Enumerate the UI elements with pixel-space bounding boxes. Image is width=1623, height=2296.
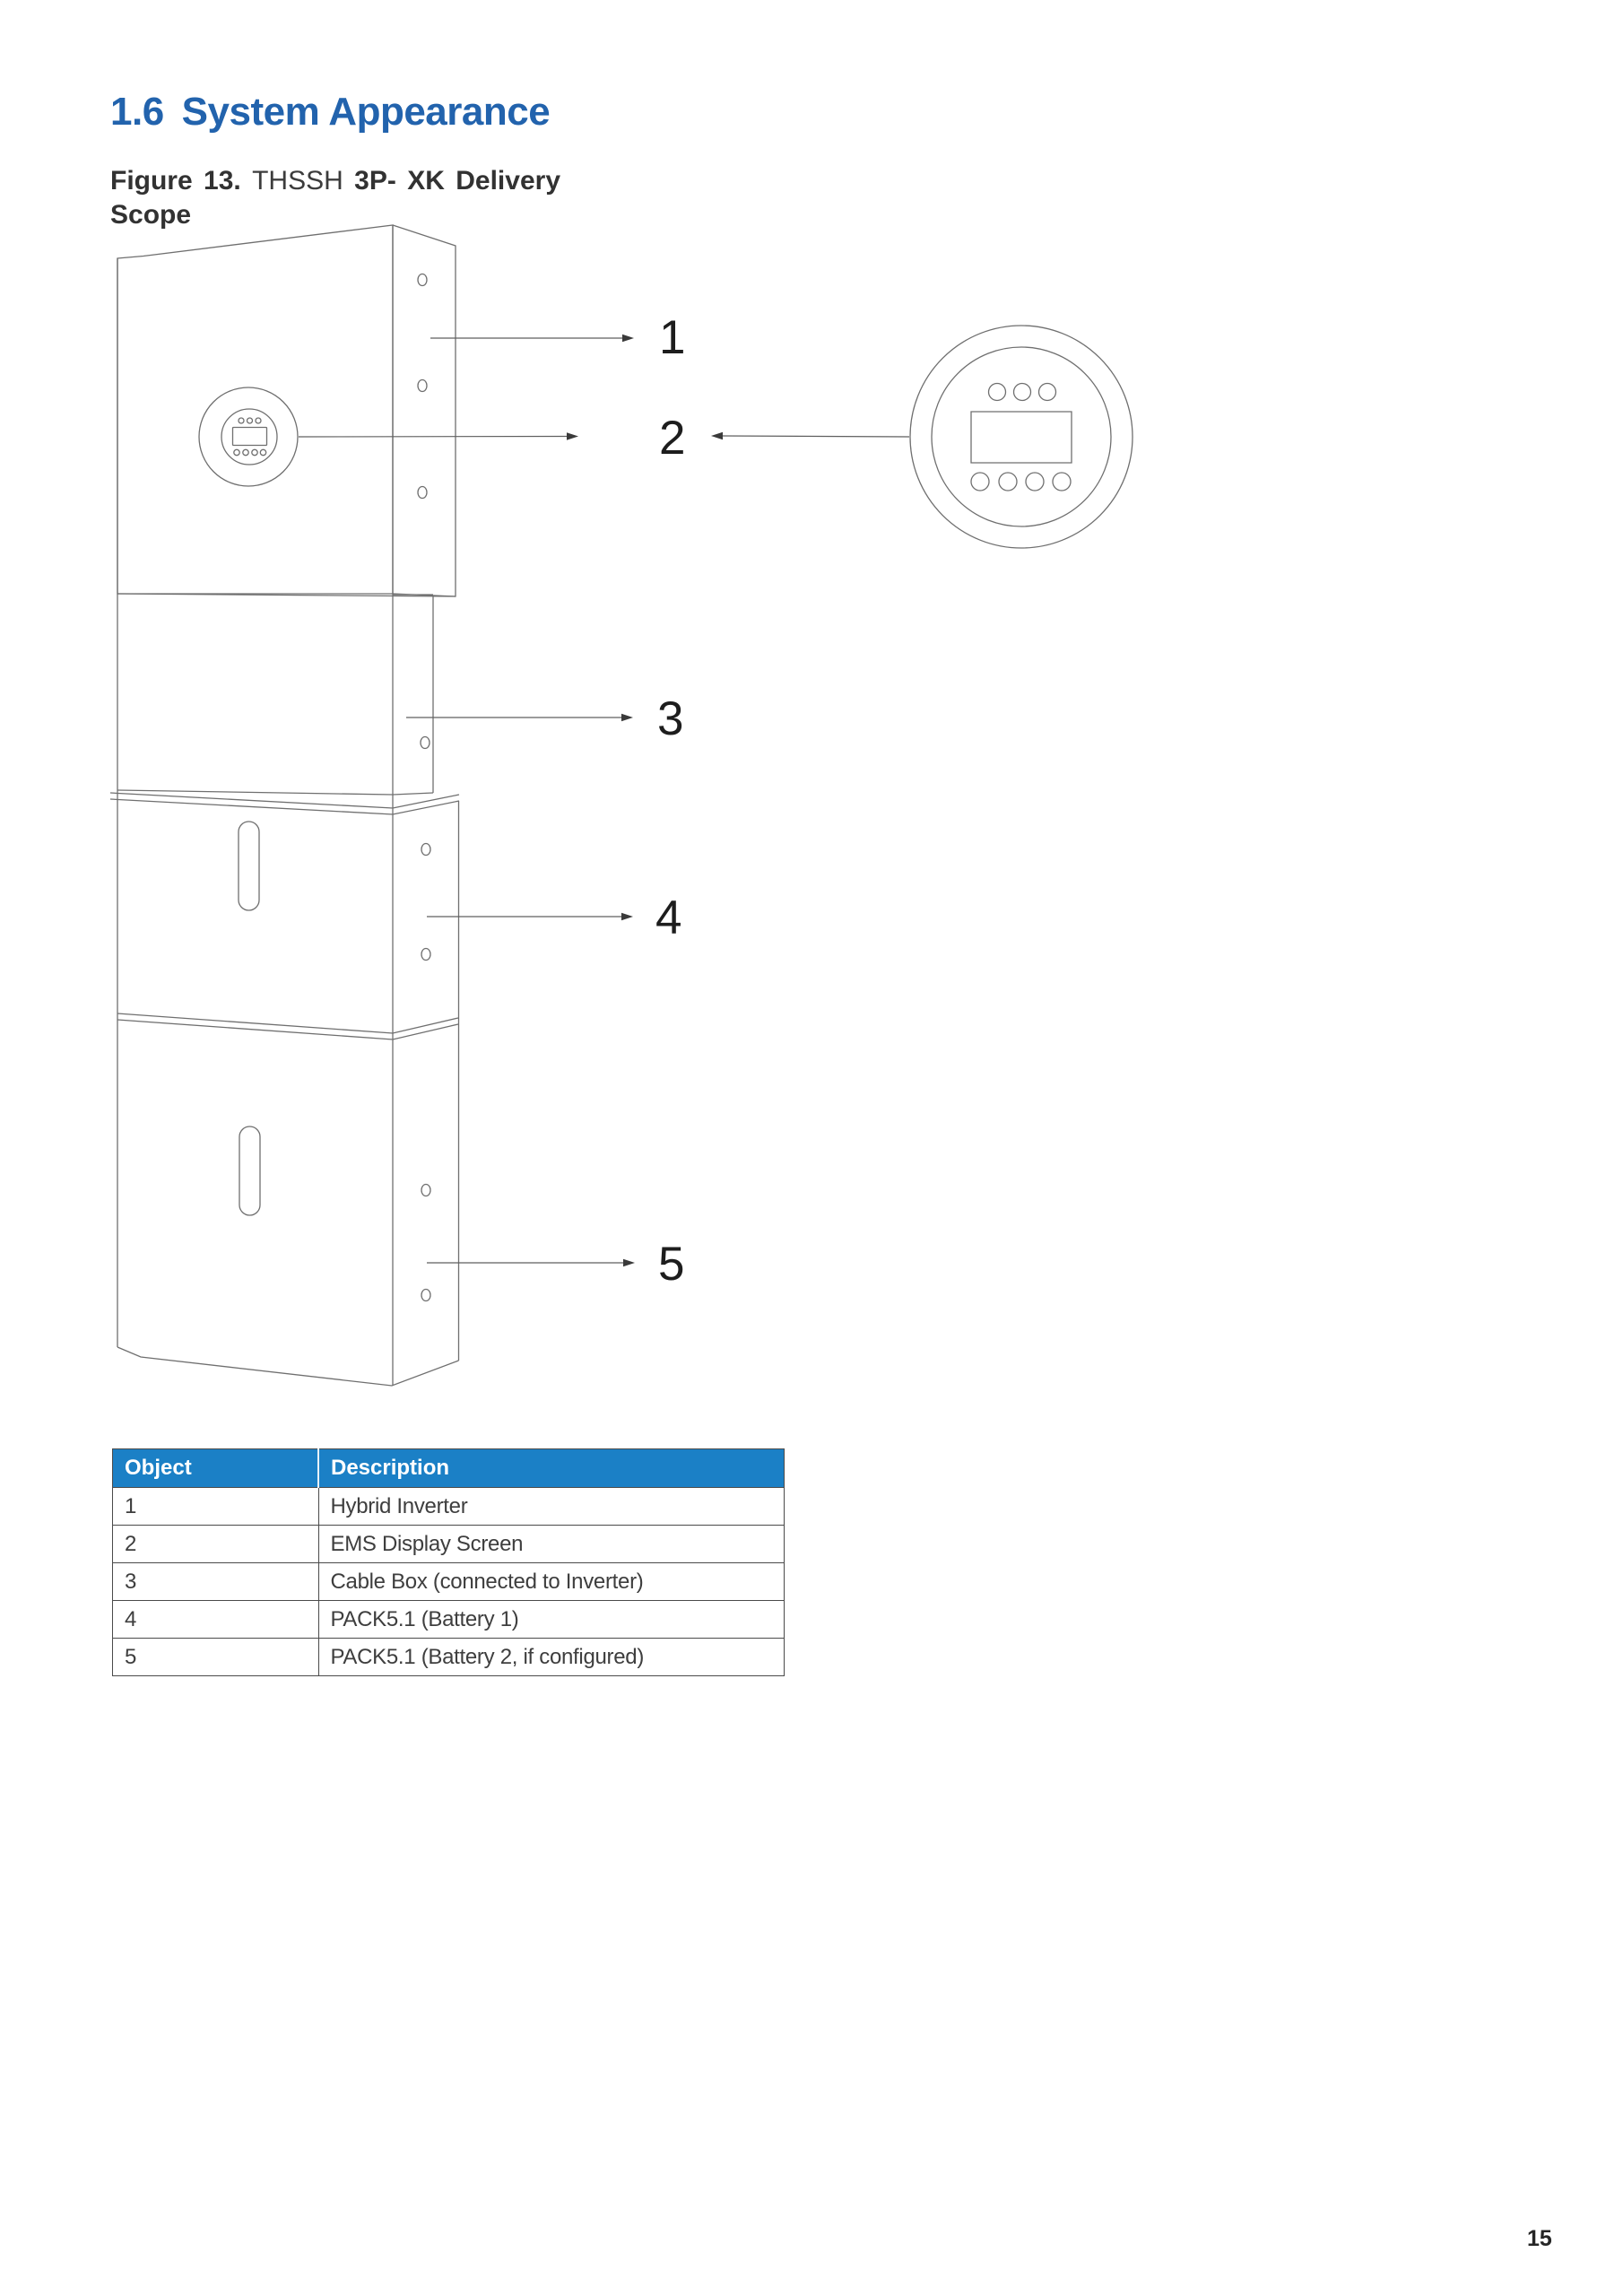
caption-word: Delivery	[456, 166, 560, 196]
caption-word: 13.	[204, 166, 241, 196]
section-title: System Appearance	[181, 90, 551, 134]
section-number: 1.6	[110, 90, 164, 134]
description-cell: PACK5.1 (Battery 2, if configured)	[318, 1639, 785, 1676]
indicator-dot	[989, 384, 1006, 401]
arrowhead-icon	[621, 714, 633, 721]
object-cell: 4	[113, 1601, 319, 1639]
handle-slot	[239, 822, 259, 910]
arrowhead-icon	[711, 432, 723, 439]
handle-slot	[239, 1126, 260, 1215]
callout-arrows	[299, 335, 909, 1266]
table-row	[113, 1601, 785, 1639]
object-cell: 5	[113, 1639, 319, 1676]
callout-number-1: 1	[659, 311, 686, 364]
hybrid-inverter-outline	[117, 225, 456, 596]
cable-box-outline	[117, 595, 433, 795]
screw-icon	[418, 274, 427, 286]
object-description-table	[112, 1448, 785, 1676]
object-cell: 2	[113, 1526, 319, 1563]
ems-display-detail	[910, 326, 1133, 548]
screw-icon	[421, 737, 430, 749]
button-dot	[1053, 473, 1071, 491]
table-row	[113, 1526, 785, 1563]
description-cell: EMS Display Screen	[318, 1526, 785, 1563]
screw-icon	[421, 1290, 430, 1301]
arrowhead-icon	[567, 432, 578, 439]
screw-icon	[421, 844, 430, 856]
button-dot	[234, 449, 239, 455]
callout-number-3: 3	[657, 692, 684, 745]
indicator-dot	[239, 418, 244, 423]
table-row	[113, 1639, 785, 1676]
table-row	[113, 1488, 785, 1526]
callout-number-4: 4	[655, 891, 682, 944]
screw-icon	[421, 1185, 430, 1196]
description-cell: PACK5.1 (Battery 1)	[318, 1601, 785, 1639]
button-dot	[999, 473, 1017, 491]
page-number: 15	[1527, 2226, 1552, 2251]
screw-icon	[418, 487, 427, 499]
ems-display-screen	[199, 387, 298, 486]
button-dot	[971, 473, 989, 491]
indicator-dot	[247, 418, 253, 423]
arrowhead-icon	[621, 913, 633, 920]
button-dot	[1026, 473, 1044, 491]
callout-number-5: 5	[658, 1238, 685, 1291]
button-dot	[243, 449, 248, 455]
screw-icon	[421, 949, 430, 961]
button-dot	[252, 449, 257, 455]
table-row	[113, 1563, 785, 1601]
caption-word: XK	[407, 166, 445, 196]
screw-icon	[418, 380, 427, 392]
caption-word: Figure	[110, 166, 193, 196]
indicator-dot	[1039, 384, 1056, 401]
description-cell: Hybrid Inverter	[318, 1488, 785, 1526]
column-header-object: Object	[113, 1449, 319, 1488]
figure-caption-line2: Scope	[110, 200, 192, 230]
button-dot	[260, 449, 265, 455]
indicator-dot	[1014, 384, 1031, 401]
indicator-dot	[256, 418, 261, 423]
caption-model-name: THSSH	[252, 166, 343, 196]
arrowhead-icon	[623, 1259, 635, 1266]
battery2-outline	[117, 1126, 459, 1386]
table-header-row	[113, 1449, 785, 1488]
battery1-outline	[110, 793, 459, 1361]
object-cell: 1	[113, 1488, 319, 1526]
arrowhead-icon	[622, 335, 634, 342]
callout-arrow-2b	[722, 436, 909, 437]
column-header-description: Description	[318, 1449, 785, 1488]
object-cell: 3	[113, 1563, 319, 1601]
description-cell: Cable Box (connected to Inverter)	[318, 1563, 785, 1601]
callout-number-2: 2	[659, 412, 686, 465]
caption-word: 3P-	[354, 166, 396, 196]
callout-arrow-2a	[299, 437, 568, 438]
